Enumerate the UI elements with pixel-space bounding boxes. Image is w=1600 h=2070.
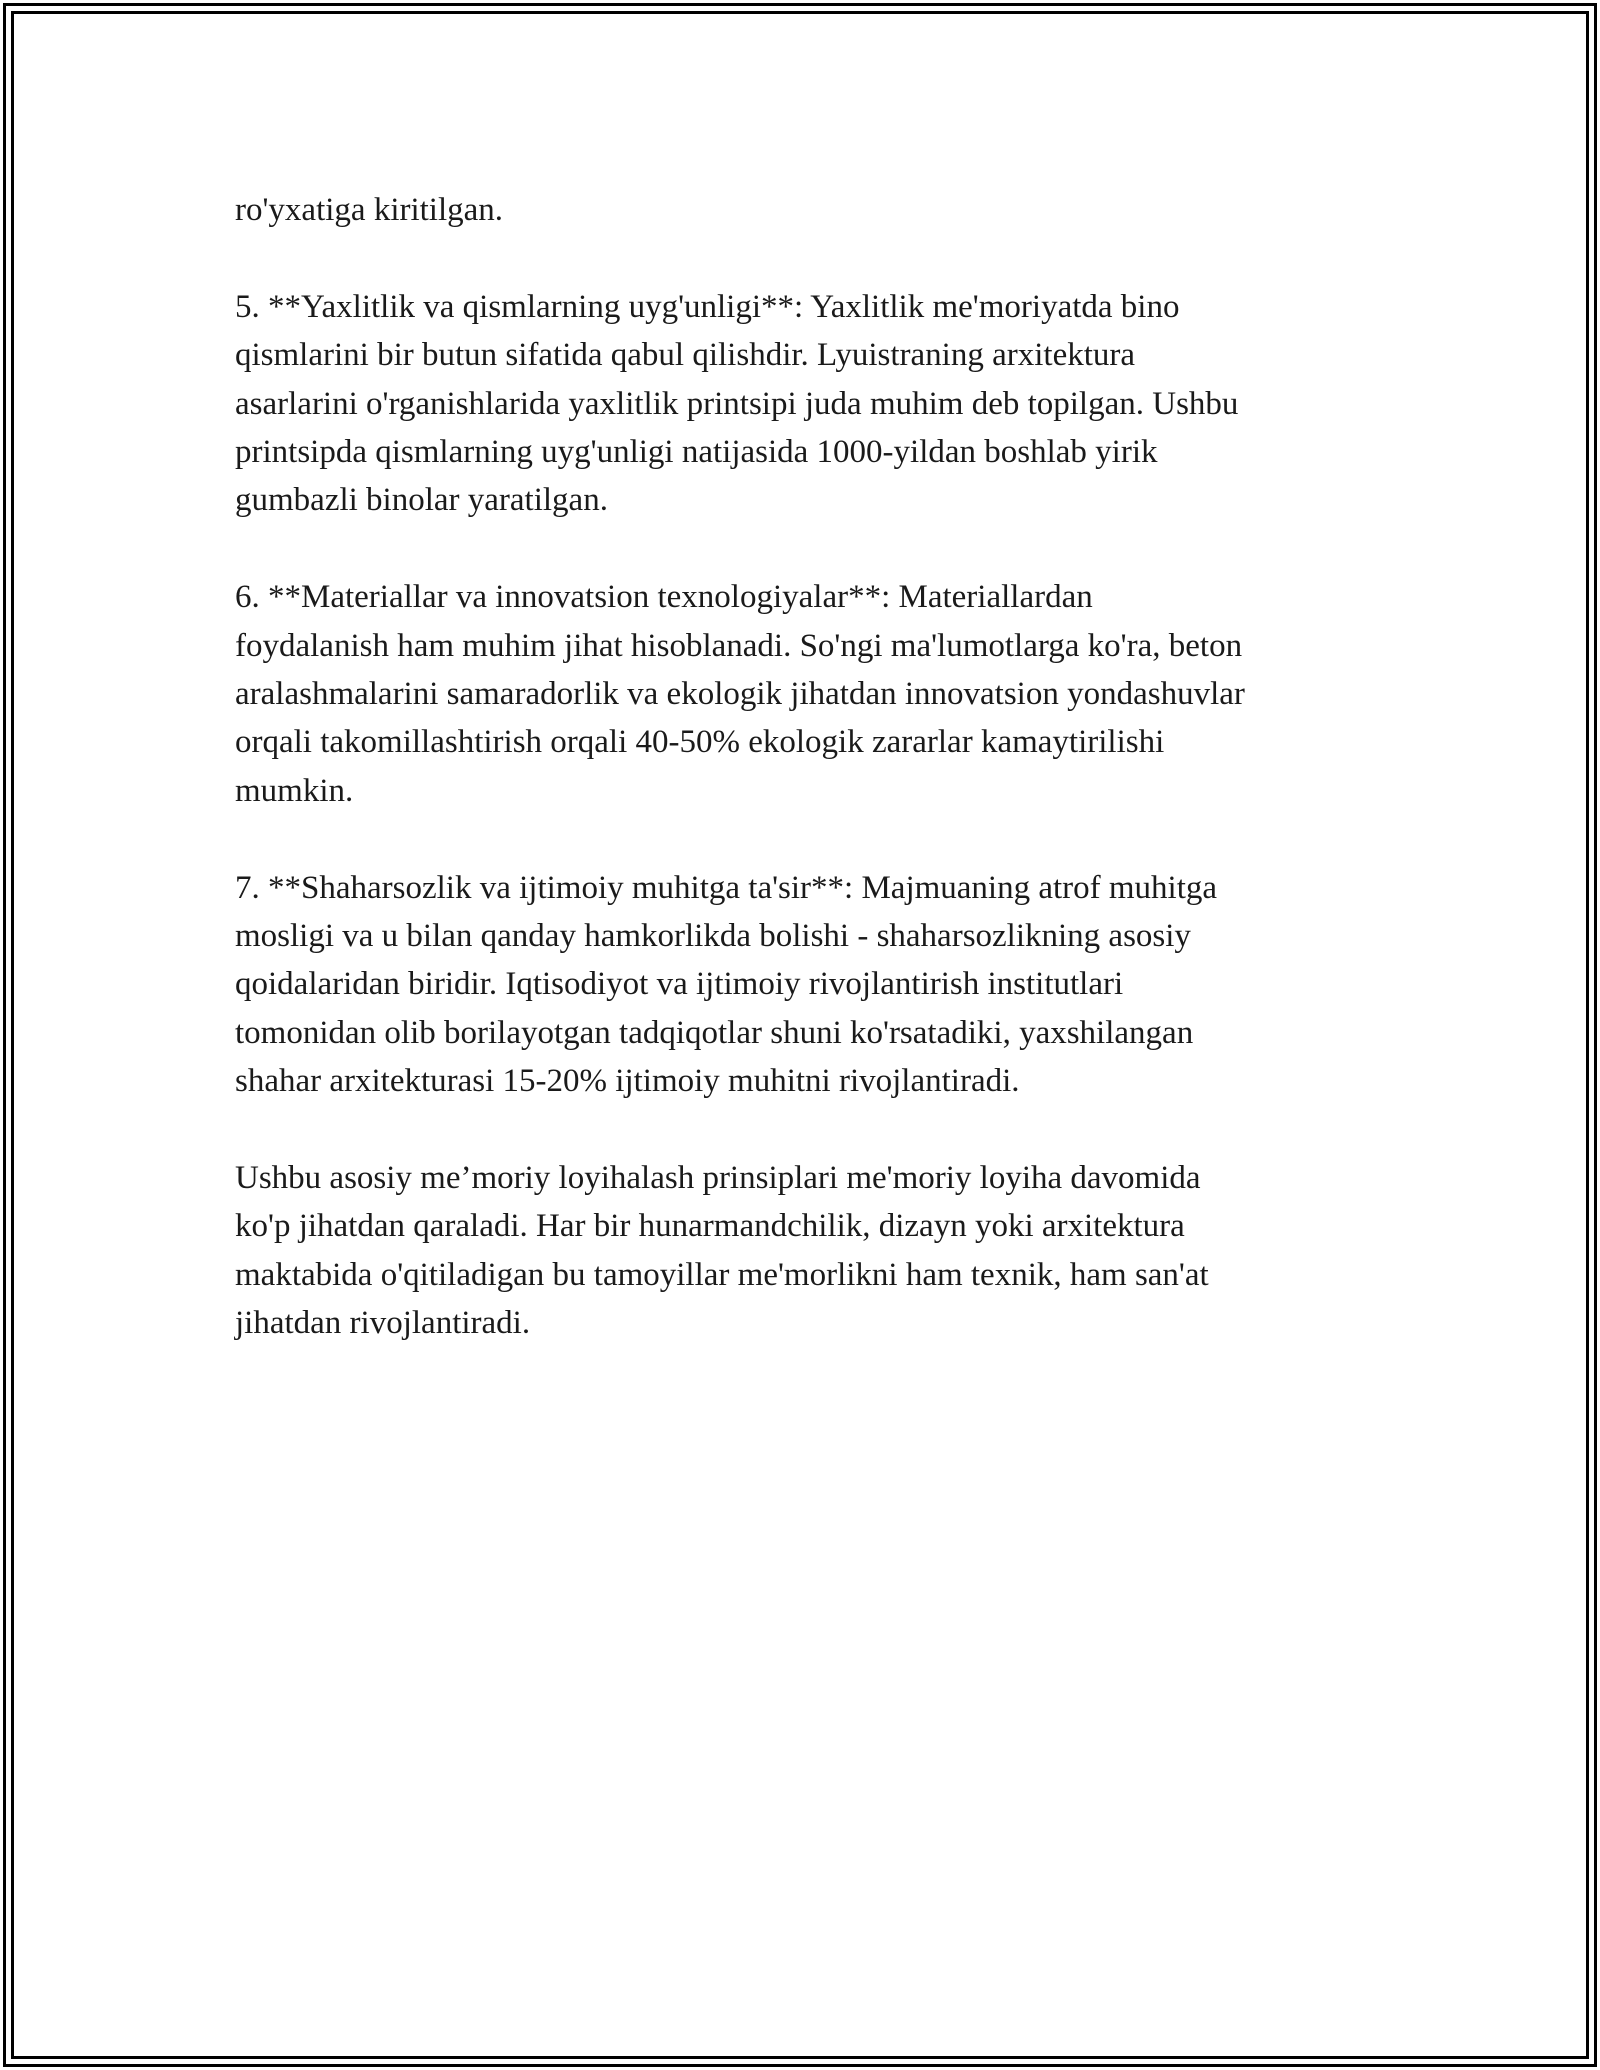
paragraph-item-5: 5. **Yaxlitlik va qismlarning uyg'unligi**: Yaxlitlik me'moriyatda bino qismlarini bir butun sifatida qabul qilishdir. Lyuistraning arxitektura asarlarini o'rganishlarida yaxlitlik printsipi juda muhim deb topilgan. Ushbu printsipda qismlarning uyg'unligi natijasida 1000-yildan boshlab yirik gumbazli binolar yaratilgan. — [235, 288, 1239, 519]
document-body — [235, 186, 1370, 1396]
paragraph-continuation: ro'yxatiga kiritilgan. — [235, 192, 504, 228]
paragraph-item-6: 6. **Materiallar va innovatsion texnologiyalar**: Materiallardan foydalanish ham muhim jihat hisoblanadi. So'ngi ma'lumotlarga ko'ra, beton aralashmalarini samaradorlik va ekologik jihatdan innovatsion yondashuvlar orqali takomillashtirish orqali 40-50% ekologik zararlar kamaytirilishi mumkin. — [235, 579, 1245, 809]
paragraph-item-7: 7. **Shaharsozlik va ijtimoiy muhitga ta'sir**: Majmuaning atrof muhitga mosligi va u bilan qanday hamkorlikda bolishi - shaharsozlikning asosiy qoidalaridan biridir. Iqtisodiyot va ijtimoiy rivojlantirish institutlari tomonidan olib borilayotgan tadqiqotlar shuni ko'rsatadiki, yaxshilangan shahar arxitekturasi 15-20% ijtimoiy muhitni rivojlantiradi. — [235, 869, 1218, 1100]
paragraph-conclusion: Ushbu asosiy me’moriy loyihalash prinsiplari me'moriy loyiha davomida ko'p jihatdan qaraladi. Har bir hunarmandchilik, dizayn yoki arxitektura maktabida o'qitiladigan bu tamoyillar me'morlikni ham texnik, ham san'at jihatdan rivojlantiradi. — [235, 1160, 1209, 1342]
